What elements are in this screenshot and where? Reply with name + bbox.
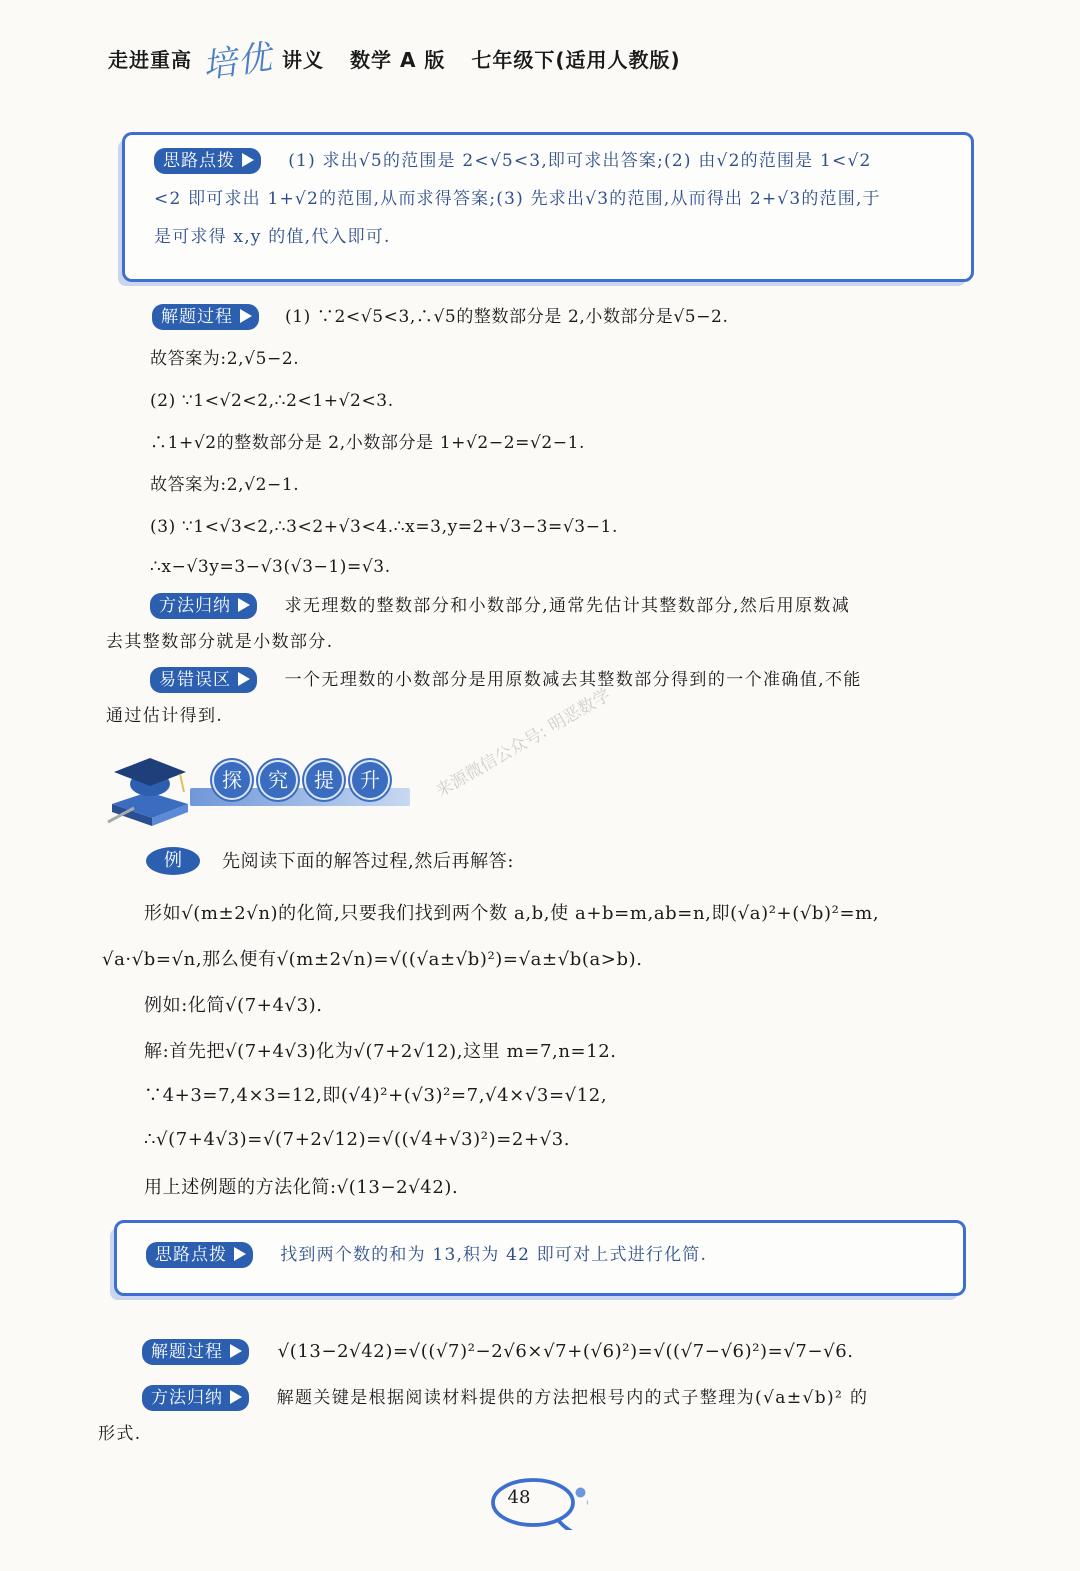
solution-1-line-6: (3) ∵1<√3<2,∴3<2+√3<4.∴x=3,y=2+√3−3=√3−1. <box>150 517 618 537</box>
example-para-1: 形如√(m±2√n)的化简,只要我们找到两个数 a,b,使 a+b=m,ab=n,即(√a)²+(√b)²=m, <box>144 903 880 924</box>
method-tag: 方法归纳 <box>150 593 257 619</box>
method-1-block <box>106 588 986 660</box>
method-1-second: 去其整数部分就是小数部分. <box>106 632 334 652</box>
example-para-2: √a·√b=√n,那么便有√(m±2√n)=√((√a±√b)²)=√a±√b(a>b). <box>102 949 643 970</box>
example-intro: 先阅读下面的解答过程,然后再解答: <box>222 851 514 872</box>
brand-logo: 培优 <box>200 37 275 87</box>
subject-edition: 数学 A 版 <box>350 48 446 72</box>
mistake-tag: 易错误区 <box>150 667 257 693</box>
example-badge: 例 <box>146 847 200 875</box>
explore-char-2: 究 <box>258 760 298 800</box>
graduation-cap-icon <box>104 748 194 828</box>
example-para-6: ∴√(7+4√3)=√(7+2√12)=√((√4+√3)²)=2+√3. <box>144 1129 571 1150</box>
solution-1-line-1: (1) ∵2<√5<3,∴√5的整数部分是 2,小数部分是√5−2. <box>285 307 729 327</box>
explore-char-1: 探 <box>212 760 252 800</box>
explore-char-3: 提 <box>304 760 344 800</box>
solution-1-line-5: 故答案为:2,√2−1. <box>150 475 300 495</box>
hint-box-1-content <box>154 142 954 256</box>
solution-2-row <box>142 1336 854 1368</box>
watermark: 来源微信公众号: 明恶数学 <box>432 685 615 802</box>
grade-label: 七年级下(适用人教版) <box>471 48 681 72</box>
hint-tag: 思路点拨 <box>154 148 261 174</box>
hint-box-2-content <box>146 1236 707 1274</box>
solution-1-line-1-row <box>152 302 728 332</box>
mistake-1-second: 通过估计得到. <box>106 706 224 726</box>
example-para-3: 例如:化简√(7+4√3). <box>144 995 323 1016</box>
book-type: 讲义 <box>282 48 324 72</box>
hint-1-line-2: <2 即可求出 1+√2的范围,从而求得答案;(3) 先求出√3的范围,从而得出 2+√3的范围,于 <box>154 189 881 209</box>
solution-2-text: √(13−2√42)=√((√7)²−2√6×√7+(√6)²)=√((√7−√6)²)=√7−√6. <box>277 1341 854 1362</box>
example-para-4: 解:首先把√(7+4√3)化为√(7+2√12),这里 m=7,n=12. <box>144 1041 617 1062</box>
solution-1-line-7: ∴x−√3y=3−√3(√3−1)=√3. <box>150 557 391 577</box>
mistake-1-first: 一个无理数的小数部分是用原数减去其整数部分得到的一个准确值,不能 <box>284 670 862 690</box>
process-tag: 解题过程 <box>152 304 259 330</box>
explore-title <box>212 760 390 800</box>
hint-1-line-1: (1) 求出√5的范围是 2<√5<3,即可求出答案;(2) 由√2的范围是 1<√2 <box>288 151 872 171</box>
hint-tag-2: 思路点拨 <box>146 1242 253 1268</box>
hint-1-line-3: 是可求得 x,y 的值,代入即可. <box>154 227 391 247</box>
method-2-first: 解题关键是根据阅读材料提供的方法把根号内的式子整理为(√a±√b)² 的 <box>276 1388 869 1408</box>
explore-char-4: 升 <box>350 760 390 800</box>
solution-1-line-4: ∴1+√2的整数部分是 2,小数部分是 1+√2−2=√2−1. <box>150 433 586 453</box>
example-para-7: 用上述例题的方法化简:√(13−2√42). <box>144 1177 459 1198</box>
solution-1-line-2: 故答案为:2,√5−2. <box>150 349 300 369</box>
series-title: 走进重高 <box>108 48 192 72</box>
method-1-first: 求无理数的整数部分和小数部分,通常先估计其整数部分,然后用原数减 <box>284 596 851 616</box>
solution-1-line-3: (2) ∵1<√2<2,∴2<1+√2<3. <box>150 391 394 411</box>
hint-2-text: 找到两个数的和为 13,积为 42 即可对上式进行化简. <box>280 1245 708 1265</box>
method-2-block <box>98 1380 988 1452</box>
process-tag-2: 解题过程 <box>142 1339 249 1365</box>
page-header <box>108 34 681 87</box>
method-tag-2: 方法归纳 <box>142 1385 249 1411</box>
page-number: 48 <box>507 1487 531 1508</box>
method-2-second: 形式. <box>98 1424 142 1444</box>
example-para-5: ∵4+3=7,4×3=12,即(√4)²+(√3)²=7,√4×√3=√12, <box>144 1085 608 1106</box>
